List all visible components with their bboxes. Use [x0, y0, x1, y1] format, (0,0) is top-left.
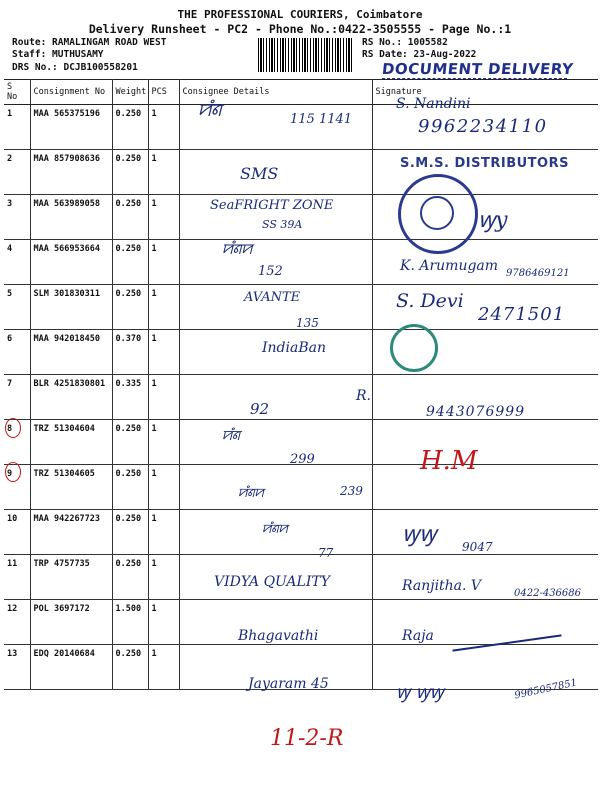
row-consignment-no: TRZ 51304604	[30, 420, 112, 465]
row-consignment-no: MAA 857908636	[30, 150, 112, 195]
table-row	[4, 330, 598, 375]
r13-detail: Jayaram 45	[248, 676, 329, 692]
row-pcs: 1	[148, 600, 179, 645]
r11-signature: Ranjitha. V	[402, 578, 482, 594]
r13-signature-scribble: ꝡ ꝡꝡ	[396, 682, 444, 703]
r7-signature: R.	[356, 388, 371, 404]
row-signature	[372, 330, 598, 375]
row-signature	[372, 375, 598, 420]
r4-detail: 152	[258, 264, 283, 279]
row-consignment-no: POL 3697172	[30, 600, 112, 645]
row-pcs: 1	[148, 240, 179, 285]
r1-phone: 9962234110	[418, 116, 548, 137]
r4-phone: 9786469121	[506, 268, 570, 279]
r11-phone: 0422-436686	[514, 588, 582, 599]
row-pcs: 1	[148, 150, 179, 195]
r7-detail: 92	[250, 400, 270, 418]
table-row	[4, 240, 598, 285]
r9-signature: H.M	[420, 446, 478, 476]
r10-detail: 77	[318, 546, 334, 560]
row-signature	[372, 645, 598, 690]
tamil-name-scribble: ꠙꠋꠘ	[222, 429, 240, 444]
tamil-name-scribble: ꠙꠋꠘꠙ	[238, 486, 264, 500]
r11-detail: VIDYA QUALITY	[214, 574, 330, 590]
r6-detail: IndiaBan	[262, 340, 326, 356]
r10-signature-scribble: ꝡꝡ	[402, 522, 437, 547]
row-consignment-no: SLM 301830311	[30, 285, 112, 330]
row-consignee-details	[179, 510, 372, 555]
runsheet-table	[4, 79, 598, 690]
table-row	[4, 510, 598, 555]
r9-detail: 239	[340, 484, 363, 498]
row-consignment-no: BLR 4251830801	[30, 375, 112, 420]
r4-signature: K. Arumugam	[400, 258, 499, 274]
table-row	[4, 555, 598, 600]
r3-signature-scribble: ꝡy	[478, 208, 508, 233]
row-weight: 0.250	[112, 420, 148, 465]
r13-phone: 9965057851	[513, 677, 579, 702]
r5-phone: 2471501	[478, 304, 566, 325]
r5-detail: AVANTE	[244, 290, 301, 305]
row-signature	[372, 240, 598, 285]
footer-handwritten-note: 11-2-R	[270, 726, 344, 751]
row-sno: 5	[4, 285, 30, 330]
row-pcs: 1	[148, 555, 179, 600]
r7-phone: 9443076999	[426, 404, 526, 420]
row-weight: 0.250	[112, 645, 148, 690]
row-consignment-no: MAA 566953664	[30, 240, 112, 285]
barcode-image	[258, 38, 354, 72]
row-signature	[372, 285, 598, 330]
table-row	[4, 420, 598, 465]
row-consignment-no: MAA 942018450	[30, 330, 112, 375]
row-weight: 0.250	[112, 465, 148, 510]
row-signature	[372, 420, 598, 465]
row-consignee-details	[179, 645, 372, 690]
tamil-name-scribble: ꠙꠋꠘꠙ	[222, 242, 252, 258]
row-consignment-no: MAA 563989058	[30, 195, 112, 240]
table-row	[4, 375, 598, 420]
row-consignee-details	[179, 330, 372, 375]
table-row	[4, 465, 598, 510]
col-consignment: Consignment No	[30, 80, 112, 105]
company-title: THE PROFESSIONAL COURIERS, Coimbatore	[177, 8, 423, 21]
table-row	[4, 285, 598, 330]
row-sno: 13	[4, 645, 30, 690]
row-signature	[372, 555, 598, 600]
row-sno: 11	[4, 555, 30, 600]
tamil-name-scribble: ꠙꠋꠘ	[198, 101, 222, 121]
row-weight: 0.250	[112, 285, 148, 330]
row-sno: 12	[4, 600, 30, 645]
drs-number: DRS No.: DCJB100558201	[12, 62, 138, 73]
row-weight: 0.250	[112, 195, 148, 240]
row-signature	[372, 195, 598, 240]
sms-distributors-stamp: S.M.S. DISTRIBUTORS	[400, 156, 569, 171]
row-sno: 1	[4, 105, 30, 150]
row-consignment-no: MAA 942267723	[30, 510, 112, 555]
row-consignee-details	[179, 555, 372, 600]
row-weight: 0.250	[112, 150, 148, 195]
tamil-name-scribble: ꠙꠋꠘꠙ	[262, 522, 288, 536]
row-consignee-details	[179, 375, 372, 420]
row-pcs: 1	[148, 645, 179, 690]
row-pcs: 1	[148, 195, 179, 240]
row-sno: 6	[4, 330, 30, 375]
row-weight: 0.250	[112, 105, 148, 150]
row-consignee-details	[179, 465, 372, 510]
r2-detail: SMS	[240, 164, 279, 183]
document-delivery-stamp: DOCUMENT DELIVERY	[381, 60, 575, 78]
row-sno: 7	[4, 375, 30, 420]
row-weight: 0.250	[112, 510, 148, 555]
row-consignment-no: MAA 565375196	[30, 105, 112, 150]
row-consignment-no: TRP 4757735	[30, 555, 112, 600]
row-signature	[372, 510, 598, 555]
r5-signature: S. Devi	[396, 290, 464, 312]
row-consignee-details	[179, 105, 372, 150]
row-sno: 2	[4, 150, 30, 195]
col-sno: S No	[4, 80, 30, 105]
r5-detail-2: 135	[296, 316, 319, 330]
r10-phone: 9047	[462, 540, 493, 554]
row-consignment-no: EDQ 20140684	[30, 645, 112, 690]
table-row	[4, 645, 598, 690]
row-sno: 4	[4, 240, 30, 285]
row-consignee-details	[179, 600, 372, 645]
r1-detail: 115 1141	[290, 112, 353, 127]
col-signature: Signature	[372, 80, 598, 105]
row-pcs: 1	[148, 330, 179, 375]
row-sno: 8	[4, 420, 30, 465]
rs-date: RS Date: 23-Aug-2022	[362, 49, 477, 60]
table-row	[4, 150, 598, 195]
r12-signature: Raja	[402, 628, 434, 644]
row-consignee-details	[179, 420, 372, 465]
row-consignee-details	[179, 285, 372, 330]
row-pcs: 1	[148, 465, 179, 510]
r3-detail-2: SS 39A	[262, 218, 303, 231]
row-weight: 0.250	[112, 240, 148, 285]
row-pcs: 1	[148, 375, 179, 420]
row-signature	[372, 150, 598, 195]
r3-detail: SeaFRIGHT ZONE	[210, 198, 334, 213]
row-sno: 3	[4, 195, 30, 240]
row-pcs: 1	[148, 105, 179, 150]
r8-detail: 299	[290, 452, 315, 467]
table-row	[4, 600, 598, 645]
row-weight: 0.370	[112, 330, 148, 375]
route-label: Route: RAMALINGAM ROAD WEST	[12, 37, 167, 48]
col-weight: Weight	[112, 80, 148, 105]
row-consignment-no: TRZ 51304605	[30, 465, 112, 510]
row-pcs: 1	[148, 285, 179, 330]
row-weight: 0.250	[112, 555, 148, 600]
row-consignee-details	[179, 150, 372, 195]
col-consignee-details: Consignee Details	[179, 80, 372, 105]
row-pcs: 1	[148, 420, 179, 465]
row-pcs: 1	[148, 510, 179, 555]
row-weight: 0.335	[112, 375, 148, 420]
table-row	[4, 195, 598, 240]
row-consignee-details	[179, 240, 372, 285]
row-sno: 10	[4, 510, 30, 555]
table-header-row	[4, 80, 598, 105]
table-row	[4, 105, 598, 150]
rs-number: RS No.: 1005582	[362, 37, 448, 48]
r12-detail: Bhagavathi	[238, 628, 319, 644]
staff-label: Staff: MUTHUSAMY	[12, 49, 104, 60]
r1-signature: S. Nandini	[396, 96, 471, 112]
row-signature	[372, 105, 598, 150]
row-signature	[372, 600, 598, 645]
row-signature	[372, 465, 598, 510]
row-sno: 9	[4, 465, 30, 510]
row-weight: 1.500	[112, 600, 148, 645]
col-pcs: PCS	[148, 80, 179, 105]
runsheet-subtitle: Delivery Runsheet - PC2 - Phone No.:0422-3505555 - Page No.:1	[88, 22, 512, 36]
row-consignee-details	[179, 195, 372, 240]
